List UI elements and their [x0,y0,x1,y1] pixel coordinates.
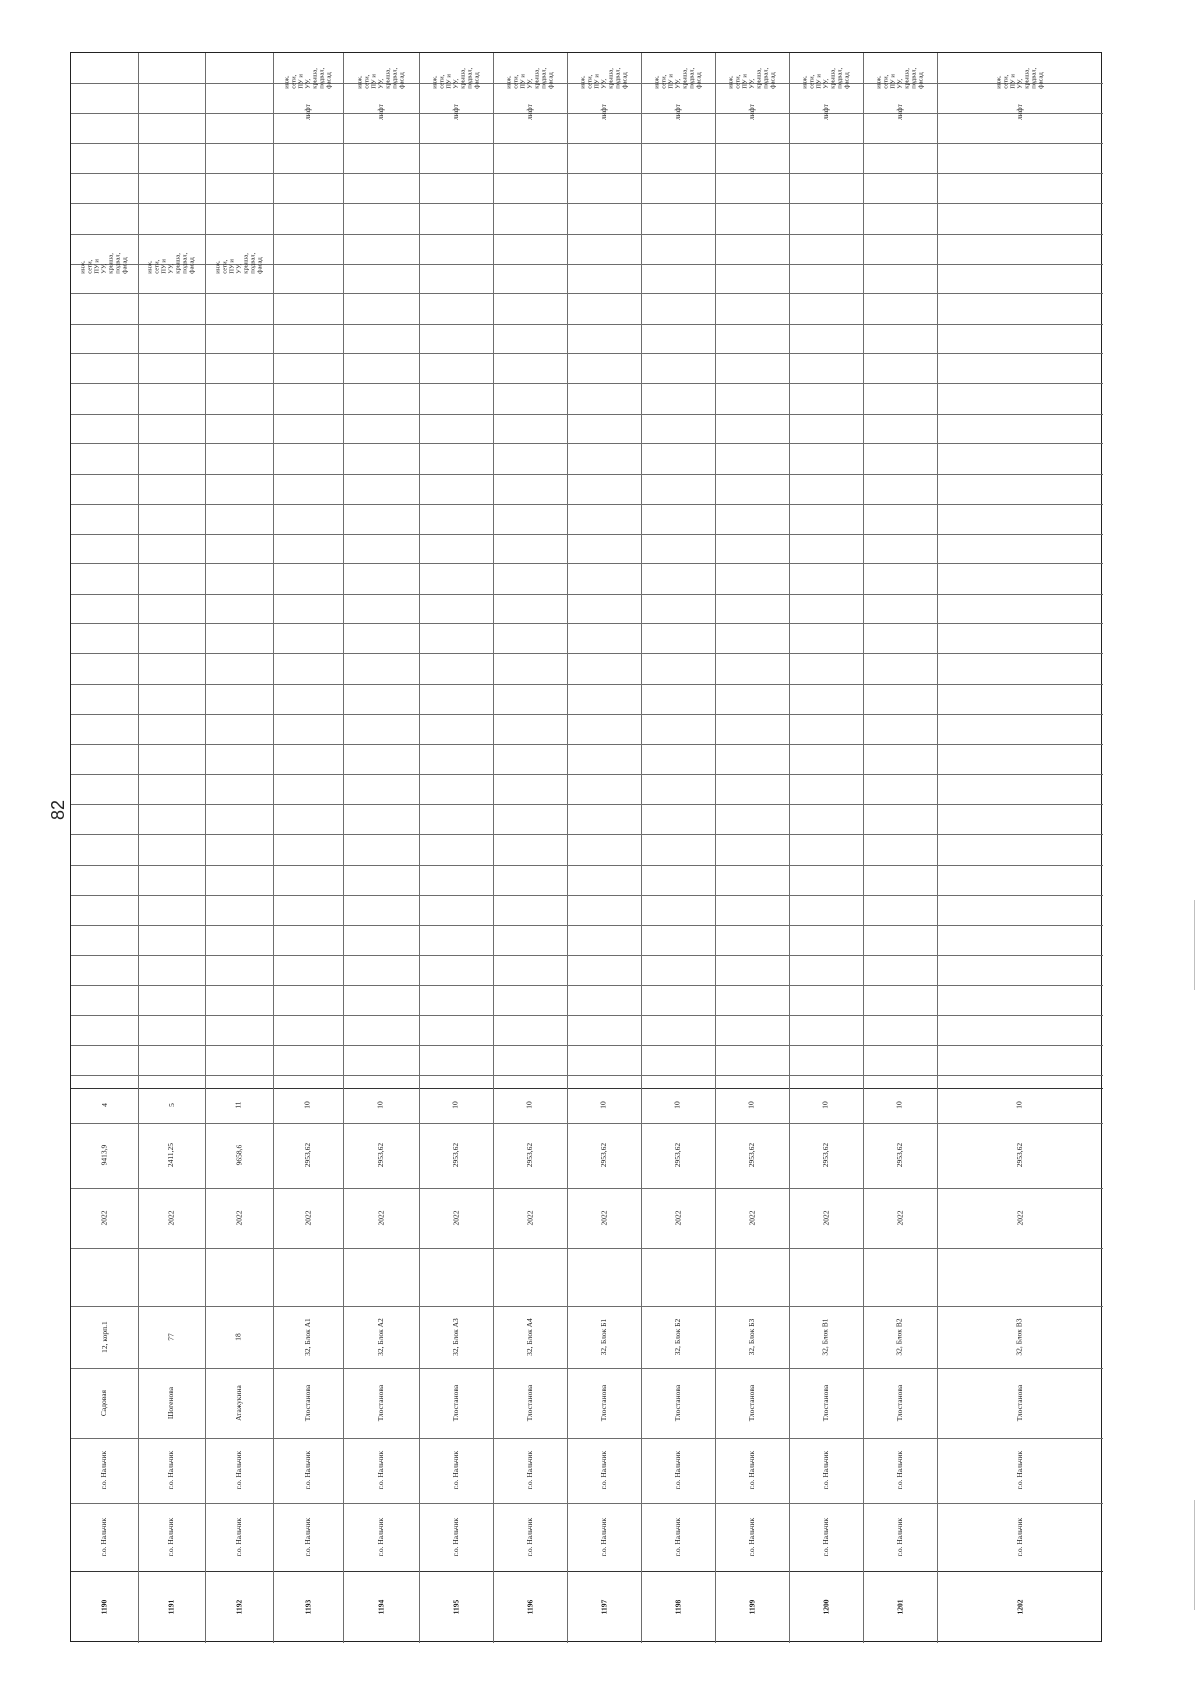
lift-note-cell [567,103,641,121]
house-cell [715,1306,789,1368]
works-note-cell-text: инж. сети, ПУ и УУ, крыша, подвал, фасад [504,67,554,89]
locality-cell [273,1438,343,1503]
year-cell-text: 2022 [820,1210,830,1226]
locality-cell [863,1438,937,1503]
year-cell-text: 2022 [302,1210,312,1226]
municipality-cell-text: г.о. Нальчик [450,1517,460,1557]
lift-note-cell [863,103,937,121]
street-cell [567,1368,641,1438]
area-cell-text: 2953,62 [746,1143,756,1168]
floors-cell-text: 10 [375,1101,385,1110]
row-number-cell-text: 1195 [450,1599,460,1615]
floors-cell [715,1088,789,1123]
street-cell-text: Тлостанова [524,1384,534,1422]
works-note-cell-text: инж. сети, ПУ и УУ, крыша, подвал, фасад [726,67,776,89]
year-cell [493,1188,567,1248]
floors-cell-text: 11 [233,1101,243,1110]
year-cell-text: 2022 [375,1210,385,1226]
row-number-cell [567,1571,641,1643]
street-cell-text: Тлостанова [1014,1384,1024,1422]
house-cell-text: 32, Блок А1 [302,1318,312,1356]
municipality-cell-text: г.о. Нальчик [820,1517,830,1557]
table-grid-row-line [71,925,1103,926]
street-cell [863,1368,937,1438]
locality-cell-text: г.о. Нальчик [166,1451,176,1490]
locality-cell-text: г.о. Нальчик [233,1451,243,1490]
row-number-cell-text: 1198 [672,1599,682,1615]
year-cell [789,1188,863,1248]
area-cell [205,1123,273,1188]
lift-note-cell-text: лифт [375,104,385,120]
street-cell-text: Тлостанова [450,1384,460,1422]
floors-cell [937,1088,1103,1123]
street-cell [493,1368,567,1438]
floors-cell [863,1088,937,1123]
floors-cell [493,1088,567,1123]
house-cell-text: 12, корп.1 [99,1321,109,1353]
lift-note-cell-text: лифт [1014,104,1024,120]
floors-cell-text: 10 [302,1101,312,1110]
year-cell-text: 2022 [672,1210,682,1226]
area-cell [715,1123,789,1188]
row-number-cell [138,1571,205,1643]
row-number-cell [789,1571,863,1643]
works-note-cell-text: инж. сети, ПУ и УУ, крыша, подвал, фасад [213,253,263,274]
row-number-cell [205,1571,273,1643]
municipality-cell-text: г.о. Нальчик [672,1517,682,1557]
house-cell-text: 32, Блок А2 [375,1318,385,1356]
works-note-cell [641,53,715,103]
area-cell [567,1123,641,1188]
table-grid-row-line [71,143,1103,144]
street-cell-text: Тлостанова [894,1384,904,1422]
floors-cell-text: 10 [598,1101,608,1110]
house-cell [205,1306,273,1368]
house-cell-text: 77 [166,1333,176,1341]
floors-cell-text: 10 [524,1101,534,1110]
area-cell [493,1123,567,1188]
municipality-cell-text: г.о. Нальчик [1014,1517,1024,1557]
locality-cell-text: г.о. Нальчик [746,1451,756,1490]
row-number-cell-text: 1192 [233,1599,243,1615]
year-cell [71,1188,138,1248]
house-cell-text: 32, Блок Б2 [672,1318,682,1356]
table-grid-row-line [71,1015,1103,1016]
area-cell [863,1123,937,1188]
area-cell-text: 2953,62 [894,1143,904,1168]
table-grid-row-line [71,1045,1103,1046]
house-cell-text: 32, Блок А3 [450,1318,460,1356]
table-grid-row-line [71,443,1103,444]
street-cell [641,1368,715,1438]
municipality-cell [138,1503,205,1571]
municipality-cell-text: г.о. Нальчик [302,1517,312,1557]
works-note-cell [789,53,863,103]
row-number-cell-text: 1196 [524,1599,534,1615]
street-cell-text: Садовая [99,1389,109,1417]
street-cell-text: Тлостанова [302,1384,312,1422]
municipality-cell-text: г.о. Нальчик [746,1517,756,1557]
year-cell-text: 2022 [450,1210,460,1226]
locality-cell [715,1438,789,1503]
floors-cell [205,1088,273,1123]
year-cell-text: 2022 [894,1210,904,1226]
municipality-cell [205,1503,273,1571]
row-number-cell-text: 1193 [302,1599,312,1615]
row-number-cell-text: 1194 [375,1599,385,1615]
street-cell [789,1368,863,1438]
table-grid-row-line [71,383,1103,384]
year-cell [343,1188,419,1248]
table-grid-row-line [71,985,1103,986]
year-cell-text: 2022 [233,1210,243,1226]
area-cell [641,1123,715,1188]
table-grid-row-line [71,534,1103,535]
locality-cell [343,1438,419,1503]
house-cell [641,1306,715,1368]
house-cell-text: 32, Блок В2 [894,1318,904,1356]
year-cell-text: 2022 [99,1210,109,1226]
house-cell [419,1306,493,1368]
row-number-cell-text: 1202 [1014,1599,1024,1615]
table-grid-row-line [71,563,1103,564]
lift-note-cell-text: лифт [672,104,682,120]
street-cell [273,1368,343,1438]
house-cell-text: 32, Блок В1 [820,1318,830,1356]
locality-cell-text: г.о. Нальчик [672,1451,682,1490]
works-note-cell-text: инж. сети, ПУ и УУ, крыша, подвал, фасад [800,67,850,89]
municipality-cell [937,1503,1103,1571]
floors-cell [419,1088,493,1123]
works-note-cell [138,234,205,293]
street-cell-text: Атажукина [233,1385,243,1421]
row-number-cell-text: 1200 [820,1599,830,1615]
area-cell-text: 2953,62 [598,1143,608,1168]
year-cell-text: 2022 [1014,1210,1024,1226]
capital-repair-register-table [70,52,1102,1642]
area-cell-text: 2953,62 [375,1143,385,1168]
works-note-cell [493,53,567,103]
table-grid-row-line [71,203,1103,204]
floors-cell-text: 10 [820,1101,830,1110]
row-number-cell [863,1571,937,1643]
street-cell-text: Тлостанова [375,1384,385,1422]
table-grid-row-line [71,594,1103,595]
lift-note-cell-text: лифт [894,104,904,120]
locality-cell [419,1438,493,1503]
street-cell-text: Тлостанова [746,1384,756,1422]
row-number-cell [343,1571,419,1643]
table-grid-row-line [71,353,1103,354]
row-number-cell [419,1571,493,1643]
municipality-cell [71,1503,138,1571]
row-number-cell [71,1571,138,1643]
area-cell-text: 2953,62 [524,1143,534,1168]
lift-note-cell [493,103,567,121]
area-cell-text: 2953,62 [450,1143,460,1168]
locality-cell [567,1438,641,1503]
table-grid-row-line [71,804,1103,805]
municipality-cell-text: г.о. Нальчик [233,1517,243,1557]
table-grid-row-line [71,504,1103,505]
year-cell-text: 2022 [166,1210,176,1226]
locality-cell-text: г.о. Нальчик [1014,1451,1024,1490]
locality-cell-text: г.о. Нальчик [99,1451,109,1490]
house-cell [789,1306,863,1368]
lift-note-cell [273,103,343,121]
year-cell [641,1188,715,1248]
lift-note-cell [343,103,419,121]
works-note-cell [937,53,1103,103]
works-note-cell [343,53,419,103]
locality-cell-text: г.о. Нальчик [894,1451,904,1490]
municipality-cell [343,1503,419,1571]
table-grid-row-line [71,414,1103,415]
locality-cell [493,1438,567,1503]
house-cell [71,1306,138,1368]
row-number-cell-text: 1197 [598,1599,608,1615]
lift-note-cell-text: лифт [524,104,534,120]
table-grid-row-line [71,684,1103,685]
works-note-cell-text: инж. сети, ПУ и УУ, крыша, подвал, фасад [994,67,1044,89]
row-number-cell [273,1571,343,1643]
lift-note-cell-text: лифт [302,104,312,120]
municipality-cell-text: г.о. Нальчик [375,1517,385,1557]
street-cell [419,1368,493,1438]
works-note-cell-text: инж. сети, ПУ и УУ, крыша, подвал, фасад [430,67,480,89]
house-cell-text: 32, Блок Б1 [598,1318,608,1356]
area-cell-text: 2953,62 [302,1143,312,1168]
house-cell [493,1306,567,1368]
row-number-cell [641,1571,715,1643]
row-number-cell-text: 1190 [99,1599,109,1615]
year-cell-text: 2022 [524,1210,534,1226]
street-cell [138,1368,205,1438]
table-grid-row-line [71,474,1103,475]
works-note-cell [715,53,789,103]
floors-cell [138,1088,205,1123]
lift-note-cell-text: лифт [746,104,756,120]
locality-cell-text: г.о. Нальчик [302,1451,312,1490]
area-cell [937,1123,1103,1188]
year-cell [273,1188,343,1248]
municipality-cell-text: г.о. Нальчик [598,1517,608,1557]
area-cell [71,1123,138,1188]
works-note-cell [71,234,138,293]
table-grid-row-line [71,293,1103,294]
works-note-cell [567,53,641,103]
locality-cell-text: г.о. Нальчик [524,1451,534,1490]
page-number: 82 [48,799,68,820]
scan-edge-mark [1194,900,1195,990]
year-cell [715,1188,789,1248]
locality-cell [71,1438,138,1503]
municipality-cell [493,1503,567,1571]
street-cell [715,1368,789,1438]
street-cell [937,1368,1103,1438]
year-cell [205,1188,273,1248]
year-cell [863,1188,937,1248]
locality-cell-text: г.о. Нальчик [375,1451,385,1490]
locality-cell [789,1438,863,1503]
table-grid-row-line [71,653,1103,654]
locality-cell [138,1438,205,1503]
house-cell-text: 18 [233,1333,243,1341]
locality-cell-text: г.о. Нальчик [598,1451,608,1490]
table-grid-row-line [71,955,1103,956]
row-number-cell-text: 1199 [746,1599,756,1615]
area-cell-text: 2953,62 [1014,1143,1024,1168]
works-note-cell [273,53,343,103]
lift-note-cell-text: лифт [820,104,830,120]
floors-cell-text: 10 [450,1101,460,1110]
municipality-cell-text: г.о. Нальчик [99,1517,109,1557]
floors-cell-text: 10 [672,1101,682,1110]
year-cell-text: 2022 [598,1210,608,1226]
floors-cell [789,1088,863,1123]
area-cell-text: 2411,25 [166,1143,176,1168]
floors-cell-text: 10 [746,1101,756,1110]
locality-cell [937,1438,1103,1503]
municipality-cell [419,1503,493,1571]
house-cell [343,1306,419,1368]
lift-note-cell [789,103,863,121]
table-grid-row-line [71,774,1103,775]
municipality-cell-text: г.о. Нальчик [894,1517,904,1557]
area-cell [789,1123,863,1188]
table-grid-row-line [71,865,1103,866]
locality-cell [641,1438,715,1503]
table-grid-row-line [71,623,1103,624]
street-cell-text: Тлостанова [598,1384,608,1422]
municipality-cell [273,1503,343,1571]
works-note-cell [863,53,937,103]
street-cell-text: Тлостанова [820,1384,830,1422]
lift-note-cell [715,103,789,121]
lift-note-cell [419,103,493,121]
year-cell [937,1188,1103,1248]
floors-cell-text: 5 [166,1103,176,1108]
municipality-cell-text: г.о. Нальчик [166,1517,176,1557]
works-note-cell-text: инж. сети, ПУ и УУ, крыша, подвал, фасад [874,67,924,89]
table-grid-row-line [71,714,1103,715]
lift-note-cell-text: лифт [598,104,608,120]
floors-cell-text: 10 [894,1101,904,1110]
lift-note-cell-text: лифт [450,104,460,120]
house-cell-text: 32, Блок Б3 [746,1318,756,1356]
house-cell-text: 32, Блок А4 [524,1318,534,1356]
municipality-cell [863,1503,937,1571]
street-cell-text: Шогенова [166,1386,176,1420]
row-number-cell [937,1571,1103,1643]
year-cell [138,1188,205,1248]
street-cell [71,1368,138,1438]
house-cell [273,1306,343,1368]
locality-cell-text: г.о. Нальчик [820,1451,830,1490]
year-cell-text: 2022 [746,1210,756,1226]
floors-cell [641,1088,715,1123]
year-cell [419,1188,493,1248]
house-cell [567,1306,641,1368]
municipality-cell [641,1503,715,1571]
locality-cell [205,1438,273,1503]
municipality-cell [567,1503,641,1571]
lift-note-cell [937,103,1103,121]
lift-note-cell [641,103,715,121]
table-grid-row-line [71,834,1103,835]
table-grid-row-line [71,324,1103,325]
area-cell-text: 2953,62 [820,1143,830,1168]
street-cell-text: Тлостанова [672,1384,682,1422]
house-cell [863,1306,937,1368]
works-note-cell-text: инж. сети, ПУ и УУ, крыша, подвал, фасад [146,253,195,274]
floors-cell [567,1088,641,1123]
row-number-cell [493,1571,567,1643]
house-cell-text: 32, Блок В3 [1014,1318,1024,1356]
table-grid-row-line [71,173,1103,174]
area-cell-text: 2953,62 [672,1143,682,1168]
table-grid-row-line [71,1248,1103,1249]
floors-cell-text: 10 [1014,1101,1024,1110]
row-number-cell-text: 1201 [894,1599,904,1615]
area-cell [138,1123,205,1188]
table-grid-row-line [71,1075,1103,1076]
works-note-cell-text: инж. сети, ПУ и УУ, крыша, подвал, фасад [282,67,332,89]
floors-cell [71,1088,138,1123]
area-cell [343,1123,419,1188]
municipality-cell-text: г.о. Нальчик [524,1517,534,1557]
year-cell [567,1188,641,1248]
floors-cell [273,1088,343,1123]
area-cell-text: 9413,9 [99,1145,109,1166]
row-number-cell-text: 1191 [166,1599,176,1615]
works-note-cell-text: инж. сети, ПУ и УУ, крыша, подвал, фасад [578,67,628,89]
house-cell [937,1306,1103,1368]
table-grid-row-line [71,744,1103,745]
works-note-cell [205,234,273,293]
municipality-cell [715,1503,789,1571]
area-cell [419,1123,493,1188]
municipality-cell [789,1503,863,1571]
floors-cell-text: 4 [99,1103,109,1108]
table-grid-row-line [71,895,1103,896]
works-note-cell-text: инж. сети, ПУ и УУ, крыша, подвал, фасад [355,67,405,89]
works-note-cell-text: инж. сети, ПУ и УУ, крыша, подвал, фасад [652,67,702,89]
area-cell-text: 9658,6 [233,1145,243,1166]
house-cell [138,1306,205,1368]
works-note-cell-text: инж. сети, ПУ и УУ, крыша, подвал, фасад [79,253,128,274]
scan-edge-mark [1194,1500,1195,1610]
works-note-cell [419,53,493,103]
street-cell [343,1368,419,1438]
floors-cell [343,1088,419,1123]
row-number-cell [715,1571,789,1643]
street-cell [205,1368,273,1438]
locality-cell-text: г.о. Нальчик [450,1451,460,1490]
area-cell [273,1123,343,1188]
